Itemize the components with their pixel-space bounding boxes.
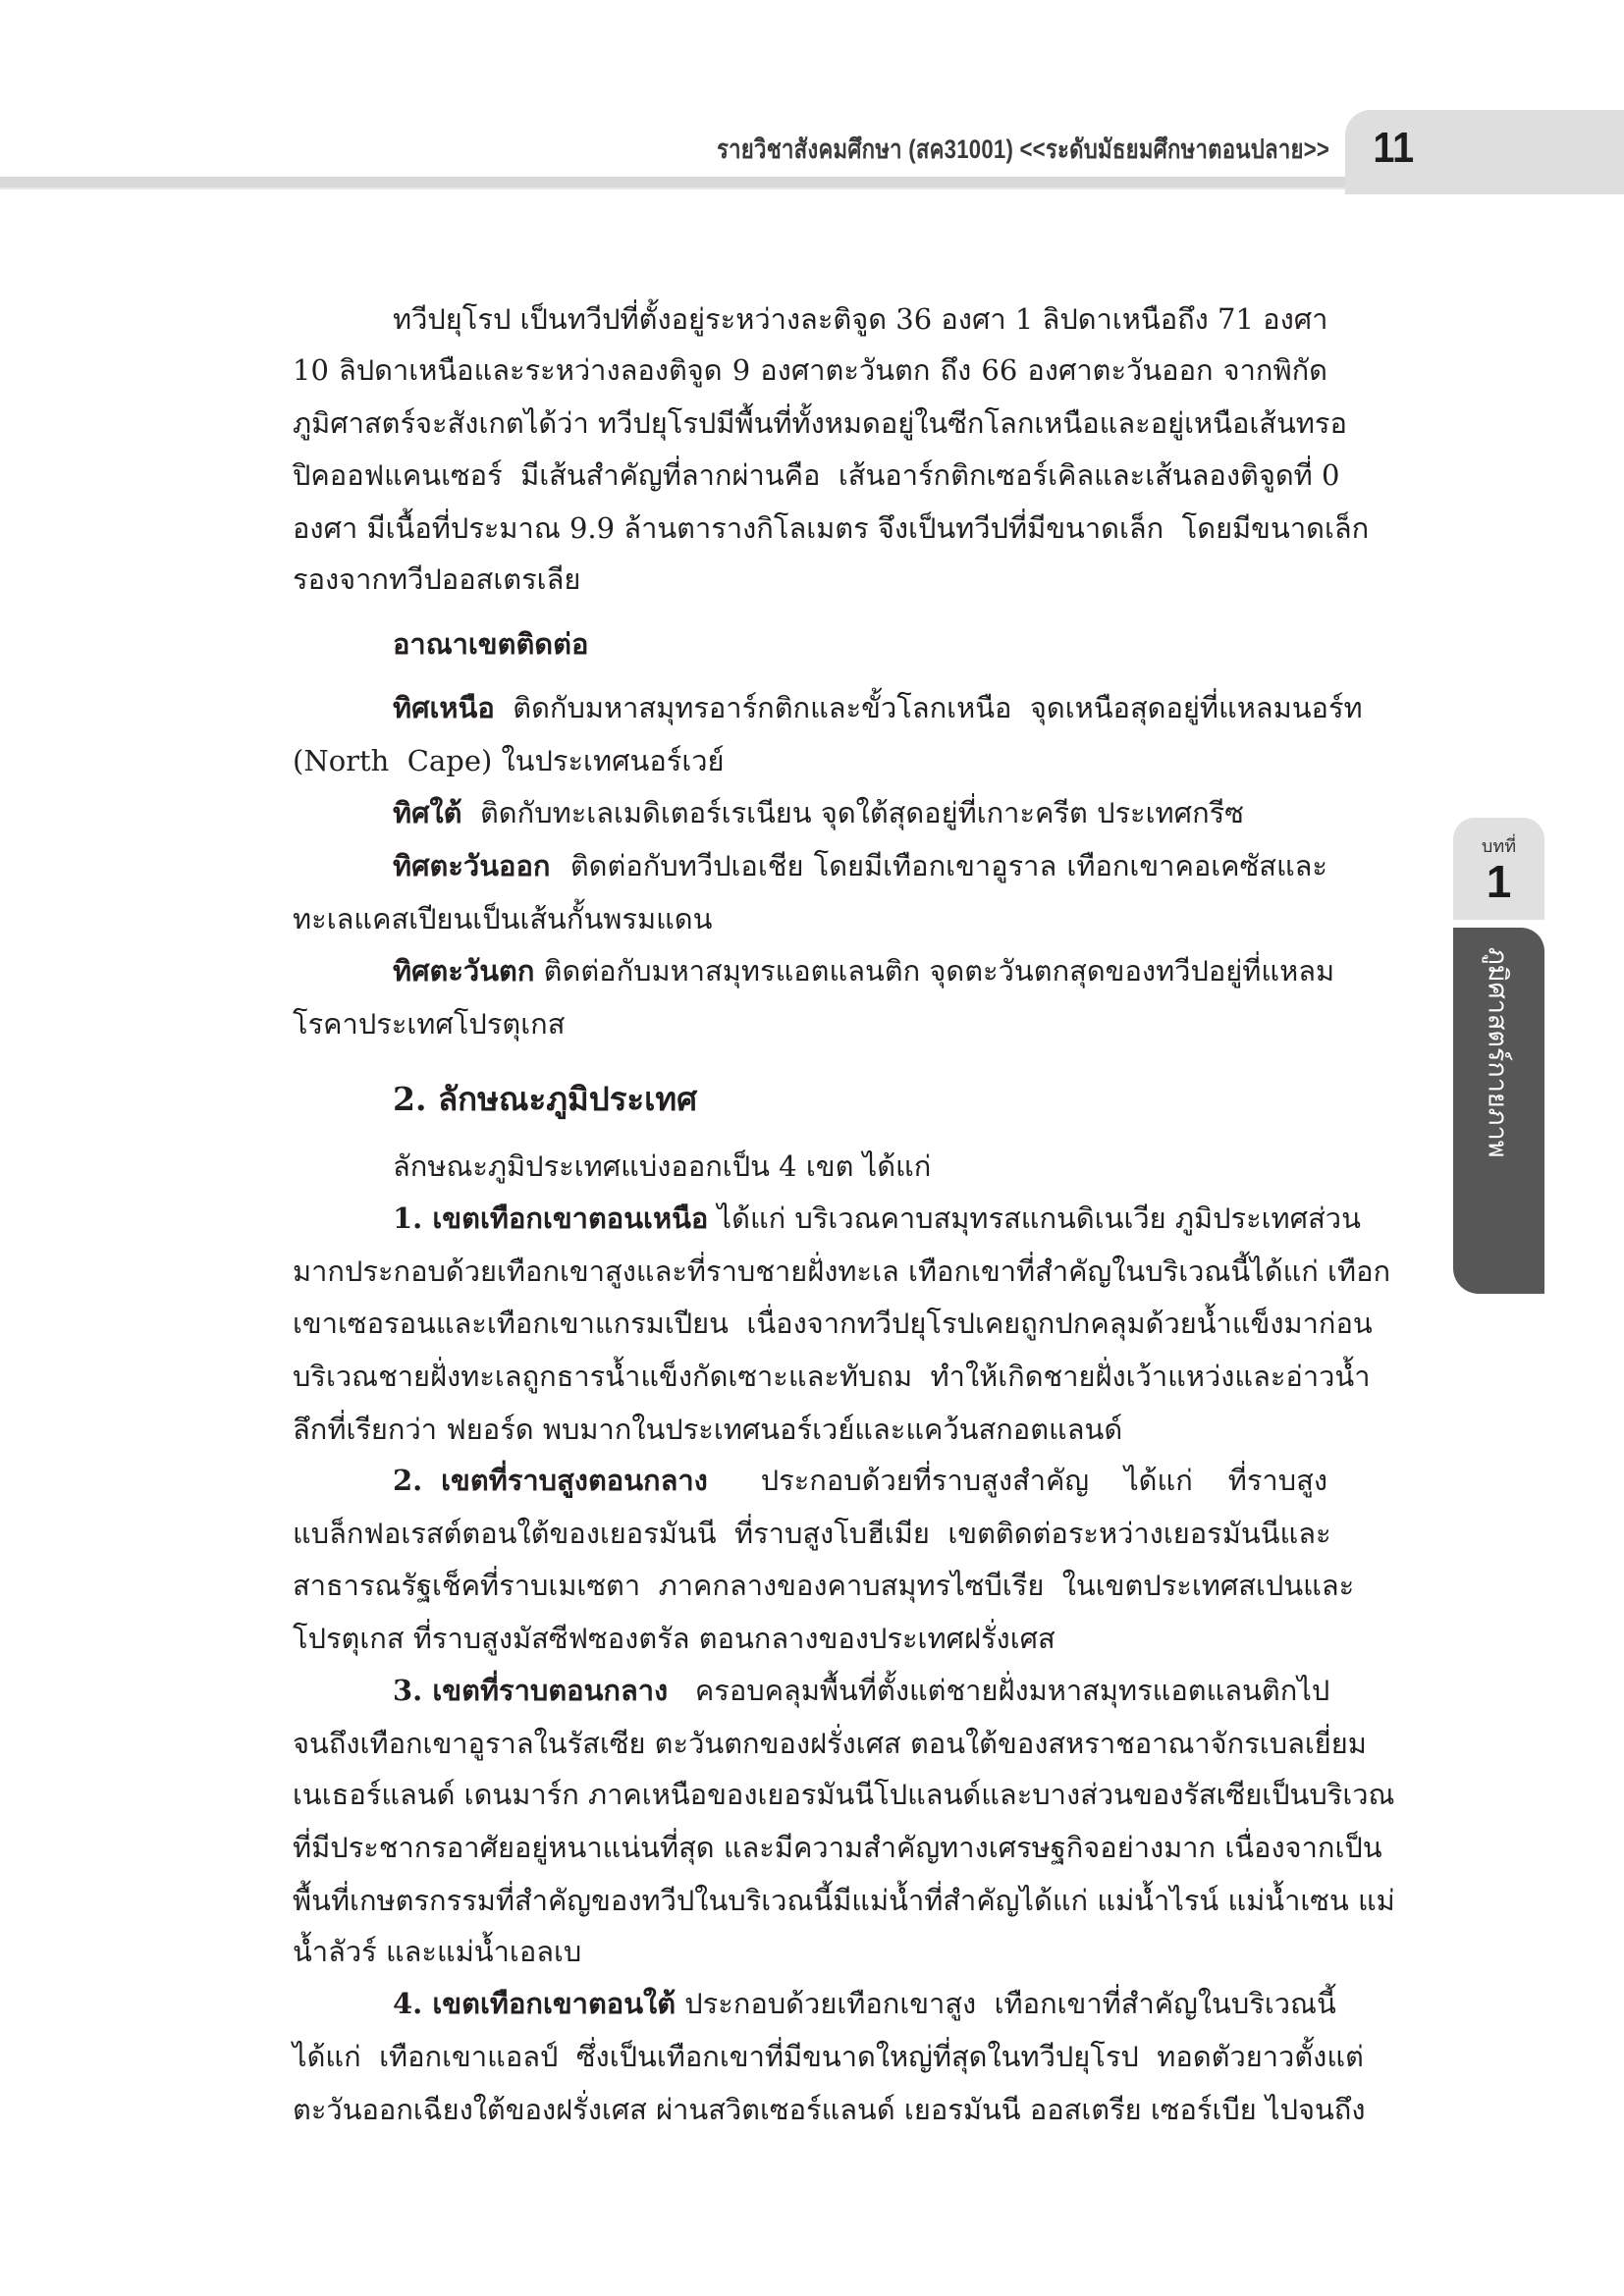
text-line-body: ติดต่อกับมหาสมุทรแอตแลนติก จุดตะวันตกสุดของทวีปอยู่ที่แหลม <box>534 954 1335 988</box>
text-line <box>293 294 1327 344</box>
chapter-number-tab <box>1453 818 1544 920</box>
text-line <box>293 946 1335 995</box>
text-line-body: โรคาประเทศโปรตุเกส <box>293 1007 566 1041</box>
text-line-body: โปรตุเกส ที่ราบสูงมัสซีฟซองตรัล ตอนกลางของประเทศฝรั่งเศส <box>293 1622 1056 1655</box>
text-line-body: ที่มีประชากรอาศัยอยู่หนาแน่นที่สุด และมีความสำคัญทางเศรษฐกิจอย่างมาก เนื่องจากเป็น <box>293 1831 1382 1864</box>
text-line-bold: 1. เขตเทือกเขาตอนเหนือ <box>393 1201 709 1235</box>
text-line-bold: อาณาเขตติดต่อ <box>393 627 589 661</box>
text-line <box>293 1509 1331 1558</box>
text-line-bold: ทิศเหนือ <box>393 691 495 724</box>
text-line <box>293 1823 1382 1872</box>
text-line <box>293 1299 1373 1348</box>
text-line <box>293 1770 1395 1819</box>
text-line-body: จนถึงเทือกเขาอูราลในรัสเซีย ตะวันตกของฝรั่งเศส ตอนใต้ของสหราชอาณาจักรเบลเยี่ยม <box>293 1727 1367 1760</box>
text-line <box>293 1405 1327 1454</box>
text-line-body: ติดต่อกับทวีปเอเชีย โดยมีเทือกเขาอูราล เทือกเขาคอเคซัสและ <box>550 849 1327 882</box>
text-line <box>293 894 1327 943</box>
page-number-box <box>1345 110 1624 194</box>
text-line <box>293 504 1370 553</box>
text-line <box>293 2085 1366 2134</box>
text-line-bold: ทิศตะวันตก <box>393 954 535 988</box>
text-line-body: ลักษณะภูมิประเทศแบ่งออกเป็น 4 เขต ได้แก่ <box>393 1149 932 1183</box>
text-line-body: องศา มีเนื้อที่ประมาณ 9.9 ล้านตารางกิโลเมตร จึงเป็นทวีปที่มีขนาดเล็ก โดยมีขนาดเล็ก <box>293 511 1370 545</box>
text-line <box>293 841 1327 890</box>
text-line-body: เนเธอร์แลนด์ เดนมาร์ก ภาคเหนือของเยอรมันนีโปแลนด์และบางส่วนของรัสเซียเป็นบริเวณ <box>293 1778 1395 1811</box>
text-line <box>293 1247 1391 1296</box>
text-line <box>293 1561 1355 1610</box>
text-line <box>293 555 1327 604</box>
text-line-body: น้ำลัวร์ และแม่น้ำเอลเบ <box>293 1935 582 1968</box>
text-line <box>293 1614 1327 1663</box>
text-line-body: ครอบคลุมพื้นที่ตั้งแต่ชายฝั่งมหาสมุทรแอตแลนติกไป <box>668 1674 1330 1707</box>
text-line-bold: 3. เขตที่ราบตอนกลาง <box>393 1674 669 1707</box>
text-line-bold: 2. ลักษณะภูมิประเทศ <box>393 1080 698 1118</box>
text-line <box>293 1352 1371 1401</box>
text-line-bold: 2. เขตที่ราบสูงตอนกลาง <box>393 1464 708 1497</box>
chapter-title-tab <box>1453 928 1544 1294</box>
text-line <box>293 1927 1327 1976</box>
text-line-body: สาธารณรัฐเช็คที่ราบเมเซตา ภาคกลางของคาบสมุทรไซบีเรีย ในเขตประเทศสเปนและ <box>293 1569 1355 1602</box>
text-line <box>293 1876 1395 1925</box>
text-line-body: ตะวันออกเฉียงใต้ของฝรั่งเศส ผ่านสวิตเซอร์แลนด์ เยอรมันนี ออสเตรีย เซอร์เบีย ไปจนถึง <box>293 2093 1366 2126</box>
text-line-body: (North Cape) ในประเทศนอร์เวย์ <box>293 744 725 777</box>
text-line <box>293 2032 1364 2081</box>
text-line-body: 10 ลิปดาเหนือและระหว่างลองติจูด 9 องศาตะวันตก ถึง 66 องศาตะวันออก จากพิกัด <box>293 353 1327 387</box>
text-line-body: ทวีปยุโรป เป็นทวีปที่ตั้งอยู่ระหว่างละติจูด 36 องศา 1 ลิปดาเหนือถึง 71 องศา <box>393 302 1328 336</box>
text-line-body: ทะเลแคสเปียนเป็นเส้นกั้นพรมแดน <box>293 902 713 935</box>
text-line <box>293 1142 1327 1191</box>
text-line-body: รองจากทวีปออสเตรเลีย <box>293 562 581 596</box>
text-line <box>293 619 1327 668</box>
text-line <box>293 736 1327 785</box>
text-line <box>293 1979 1336 2028</box>
text-line <box>293 1719 1367 1768</box>
text-line-body: ติดกับมหาสมุทรอาร์กติกและขั้วโลกเหนือ จุดเหนือสุดอยู่ที่แหลมนอร์ท <box>494 691 1363 724</box>
text-line-body: ภูมิศาสตร์จะสังเกตได้ว่า ทวีปยุโรปมีพื้นที่ทั้งหมดอยู่ในซีกโลกเหนือและอยู่เหนือเส้นทรอ <box>293 406 1347 440</box>
text-line-body: มากประกอบด้วยเทือกเขาสูงและที่ราบชายฝั่งทะเล เทือกเขาที่สำคัญในบริเวณนี้ได้แก่ เทือก <box>293 1255 1391 1288</box>
text-line-body: ประกอบด้วยที่ราบสูงสำคัญ ได้แก่ ที่ราบสูง <box>707 1464 1327 1497</box>
chapter-label: บทที่ <box>1481 836 1517 856</box>
page-number: 11 <box>1373 124 1415 172</box>
chapter-number: 1 <box>1486 856 1512 907</box>
text-line <box>293 1666 1330 1715</box>
text-line-body: ลึกที่เรียกว่า ฟยอร์ด พบมากในประเทศนอร์เวย์และแคว้นสกอตแลนด์ <box>293 1413 1123 1446</box>
text-line <box>293 346 1327 395</box>
chapter-title: ภูมิศาสตร์กายภาพ <box>1483 947 1513 1158</box>
text-line-body: บริเวณชายฝั่งทะเลถูกธารน้ำแข็งกัดเซาะและทับถม ทำให้เกิดชายฝั่งเว้าแหว่งและอ่าวน้ำ <box>293 1360 1371 1393</box>
text-line-body: พื้นที่เกษตรกรรมที่สำคัญของทวีปในบริเวณนี้มีแม่น้ำที่สำคัญได้แก่ แม่น้ำไรน์ แม่น้ำเซน แม่ <box>293 1884 1395 1917</box>
text-line <box>293 999 1327 1048</box>
text-line-bold: ทิศใต้ <box>393 796 462 829</box>
text-line <box>293 1194 1361 1243</box>
text-line-body: เขาเซอรอนและเทือกเขาแกรมเปียน เนื่องจากทวีปยุโรปเคยถูกปกคลุมด้วยน้ำแข็งมาก่อน <box>293 1307 1373 1340</box>
text-line-bold: 4. เขตเทือกเขาตอนใต้ <box>393 1987 677 2020</box>
text-line <box>293 399 1347 448</box>
text-line <box>293 1075 1327 1124</box>
text-line <box>293 451 1340 500</box>
running-title: รายวิชาสังคมศึกษา (สค31001) <<ระดับมัธยมศึกษาตอนปลาย>> <box>716 134 1329 164</box>
text-line <box>293 683 1363 732</box>
text-line-body: แบล็กฟอเรสต์ตอนใต้ของเยอรมันนี ที่ราบสูงโบฮีเมีย เขตติดต่อระหว่างเยอรมันนีและ <box>293 1517 1331 1550</box>
text-line-body: ปิคออฟแคนเซอร์ มีเส้นสำคัญที่ลากผ่านคือ เส้นอาร์กติกเซอร์เคิลและเส้นลองติจูดที่ 0 <box>293 458 1340 492</box>
text-line <box>293 788 1327 837</box>
text-line-body: ได้แก่ เทือกเขาแอลป์ ซึ่งเป็นเทือกเขาที่มีขนาดใหญ่ที่สุดในทวีปยุโรป ทอดตัวยาวตั้งแต่ <box>293 2040 1364 2073</box>
header-rule <box>0 177 1347 189</box>
text-line-body: ติดกับทะเลเมดิเตอร์เรเนียน จุดใต้สุดอยู่ที่เกาะครีต ประเทศกรีซ <box>461 796 1244 829</box>
text-line-bold: ทิศตะวันออก <box>393 849 551 882</box>
text-line-body: ประกอบด้วยเทือกเขาสูง เทือกเขาที่สำคัญในบริเวณนี้ <box>676 1987 1336 2020</box>
text-line <box>293 1456 1327 1505</box>
text-line-body: ได้แก่ บริเวณคาบสมุทรสแกนดิเนเวีย ภูมิประเทศส่วน <box>708 1201 1361 1235</box>
